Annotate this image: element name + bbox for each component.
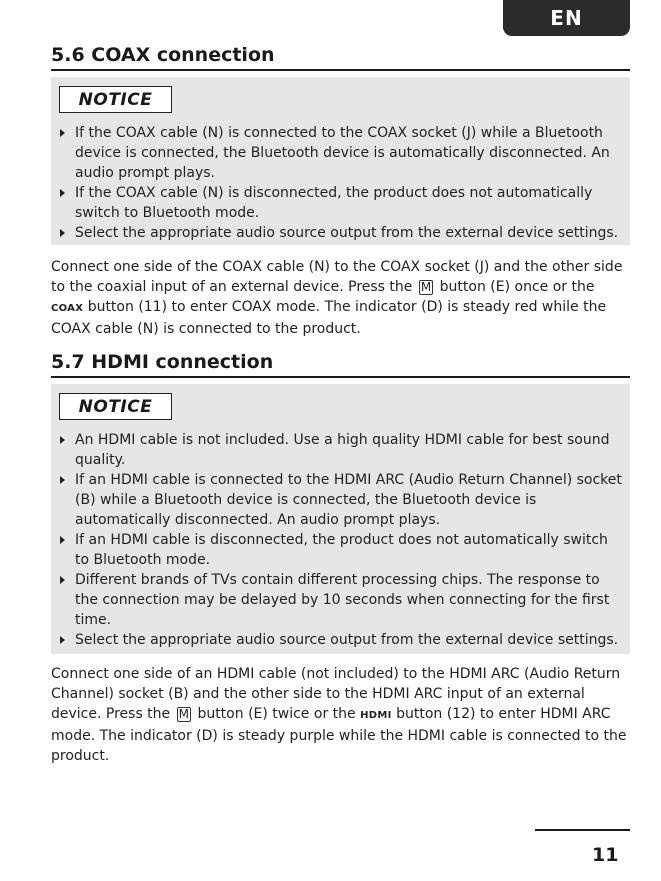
bullet-icon bbox=[60, 229, 65, 237]
bullet-icon bbox=[60, 189, 65, 197]
list-item-text: If an HDMI cable is connected to the HDMI ARC (Audio Return Channel) socket (B) while a Bluetooth device is connected, the Bluetooth device is automatically disconnected. An audio prompt plays. bbox=[75, 472, 622, 528]
list-item bbox=[51, 630, 626, 650]
bullet-icon bbox=[60, 536, 65, 544]
notice-list bbox=[51, 430, 626, 650]
list-item bbox=[51, 183, 626, 223]
footer-rule bbox=[535, 829, 630, 831]
para-text: button (E) twice or the bbox=[197, 706, 356, 722]
body-paragraph-coax bbox=[51, 257, 630, 339]
list-item-text: Different brands of TVs contain different processing chips. The response to the connection may be delayed by 10 seconds when connecting for the first time. bbox=[75, 572, 610, 628]
bullet-icon bbox=[60, 576, 65, 584]
mode-button-icon: M bbox=[420, 280, 432, 294]
list-item-text: If an HDMI cable is disconnected, the product does not automatically switch to Bluetooth mode. bbox=[75, 532, 608, 568]
section-rule bbox=[51, 69, 630, 71]
bullet-icon bbox=[60, 436, 65, 444]
bullet-icon bbox=[60, 476, 65, 484]
list-item bbox=[51, 223, 626, 243]
list-item-text: An HDMI cable is not included. Use a high quality HDMI cable for best sound quality. bbox=[75, 432, 610, 468]
list-item bbox=[51, 570, 626, 630]
list-item bbox=[51, 430, 626, 470]
notice-label: NOTICE bbox=[59, 393, 172, 420]
notice-box-coax bbox=[51, 77, 630, 245]
para-text: button (E) once or the bbox=[439, 279, 595, 295]
list-item-text: If the COAX cable (N) is disconnected, the product does not automatically switch to Bluetooth mode. bbox=[75, 185, 593, 221]
section-title-hdmi: 5.7 HDMI connection bbox=[51, 351, 274, 373]
notice-box-hdmi bbox=[51, 384, 630, 654]
para-text: button (12) to enter HDMI ARC mode. The indicator (D) is steady purple while the HDMI cable is connected to the product. bbox=[51, 706, 627, 764]
body-paragraph-hdmi bbox=[51, 664, 630, 766]
bullet-icon bbox=[60, 636, 65, 644]
list-item-text: If the COAX cable (N) is connected to the COAX socket (J) while a Bluetooth device is connected, the Bluetooth device is automatically disconnected. An audio prompt plays. bbox=[75, 125, 610, 181]
list-item-text: Select the appropriate audio source output from the external device settings. bbox=[75, 225, 619, 241]
language-tab: EN bbox=[503, 0, 630, 36]
list-item-text: Select the appropriate audio source output from the external device settings. bbox=[75, 632, 619, 648]
section-rule bbox=[51, 376, 630, 378]
hdmi-button-label: HDMI bbox=[360, 710, 392, 721]
list-item bbox=[51, 470, 626, 530]
coax-button-label: COAX bbox=[51, 303, 84, 314]
para-text: Connect one side of an HDMI cable (not included) to the HDMI ARC (Audio Return Channel) socket (B) and the other side to the HDMI ARC input of an external device. Press the bbox=[51, 666, 621, 722]
page-number: 11 bbox=[592, 844, 619, 866]
bullet-icon bbox=[60, 129, 65, 137]
para-text: Connect one side of the COAX cable (N) to the COAX socket (J) and the other side to the coaxial input of an external device. Press the bbox=[51, 259, 623, 295]
mode-button-icon: M bbox=[178, 707, 189, 721]
notice-list bbox=[51, 123, 626, 243]
section-title-coax: 5.6 COAX connection bbox=[51, 44, 275, 66]
para-text: button (11) to enter COAX mode. The indicator (D) is steady red while the COAX cable (N) is connected to the product. bbox=[51, 299, 607, 337]
notice-label: NOTICE bbox=[59, 86, 172, 113]
list-item bbox=[51, 530, 626, 570]
list-item bbox=[51, 123, 626, 183]
